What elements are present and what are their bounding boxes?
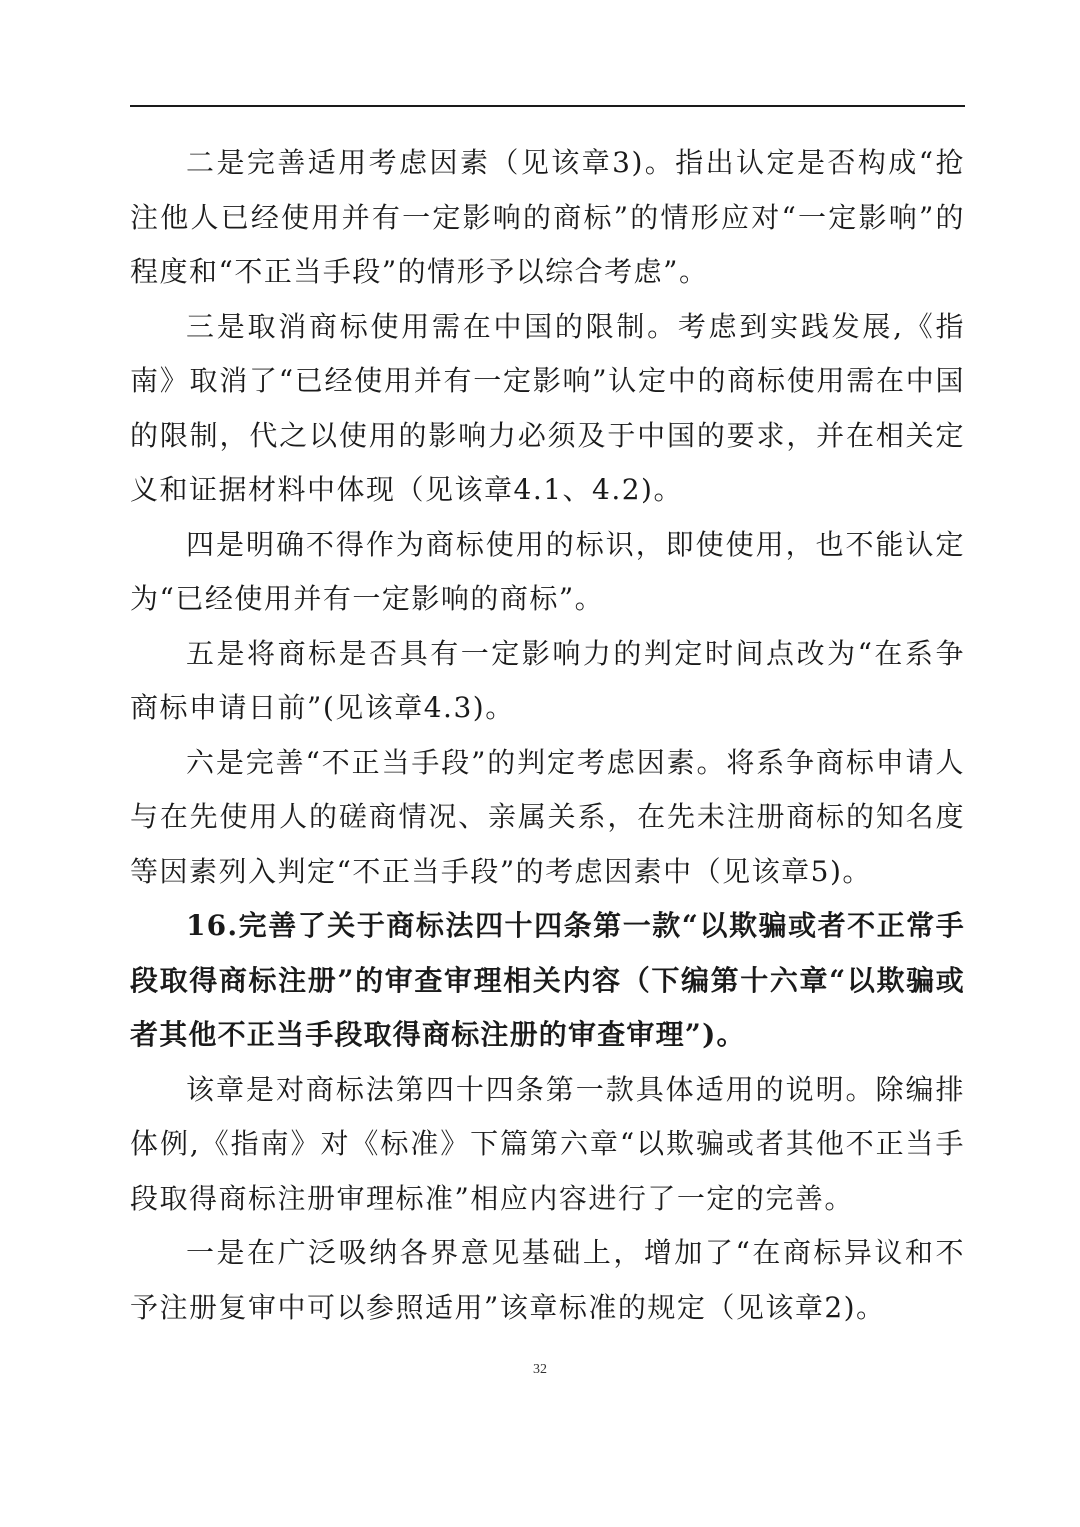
paragraph-chapter-description: 该章是对商标法第四十四条第一款具体适用的说明。除编排体例,《指南》对《标准》下篇第六章“以欺骗或者其他不正当手段取得商标注册审理标准”相应内容进行了一定的完善。: [130, 1072, 965, 1215]
header-rule: [130, 105, 965, 107]
section-heading-16: 16.完善了关于商标法四十四条第一款“以欺骗或者不正常手段取得商标注册”的审查审理相关内容（下编第十六章“以欺骗或者其他不正当手段取得商标注册的审查审理”)。: [130, 909, 965, 1051]
paragraph-prohibited-marks: 四是明确不得作为商标使用的标识，即使使用，也不能认定为“已经使用并有一定影响的商标”。: [130, 527, 965, 615]
paragraph-improve-factors: 二是完善适用考虑因素（见该章3)。指出认定是否构成“抢注他人已经使用并有一定影响的商标”的情形应对“一定影响”的程度和“不正当手段”的情形予以综合考虑”。: [130, 146, 965, 288]
paragraph-improper-means-factors: 六是完善“不正当手段”的判定考虑因素。将系争商标申请人与在先使用人的磋商情况、亲属关系，在先未注册商标的知名度等因素列入判定“不正当手段”的考虑因素中（见该章5)。: [130, 745, 965, 888]
document-body: [130, 136, 965, 1335]
paragraph-cancel-china-restriction: 三是取消商标使用需在中国的限制。考虑到实践发展,《指南》取消了“已经使用并有一定影响”认定中的商标使用需在中国的限制，代之以使用的影响力必须及于中国的要求，并在相关定义和证据材料中体现（见该章4.1、4.2)。: [130, 309, 965, 506]
paragraph-opposition-reference: 一是在广泛吸纳各界意见基础上，增加了“在商标异议和不予注册复审中可以参照适用”该章标准的规定（见该章2)。: [130, 1236, 965, 1324]
paragraph-judgment-time: 五是将商标是否具有一定影响力的判定时间点改为“在系争商标申请日前”(见该章4.3)。: [130, 636, 965, 724]
page-number: 32: [533, 1362, 547, 1377]
